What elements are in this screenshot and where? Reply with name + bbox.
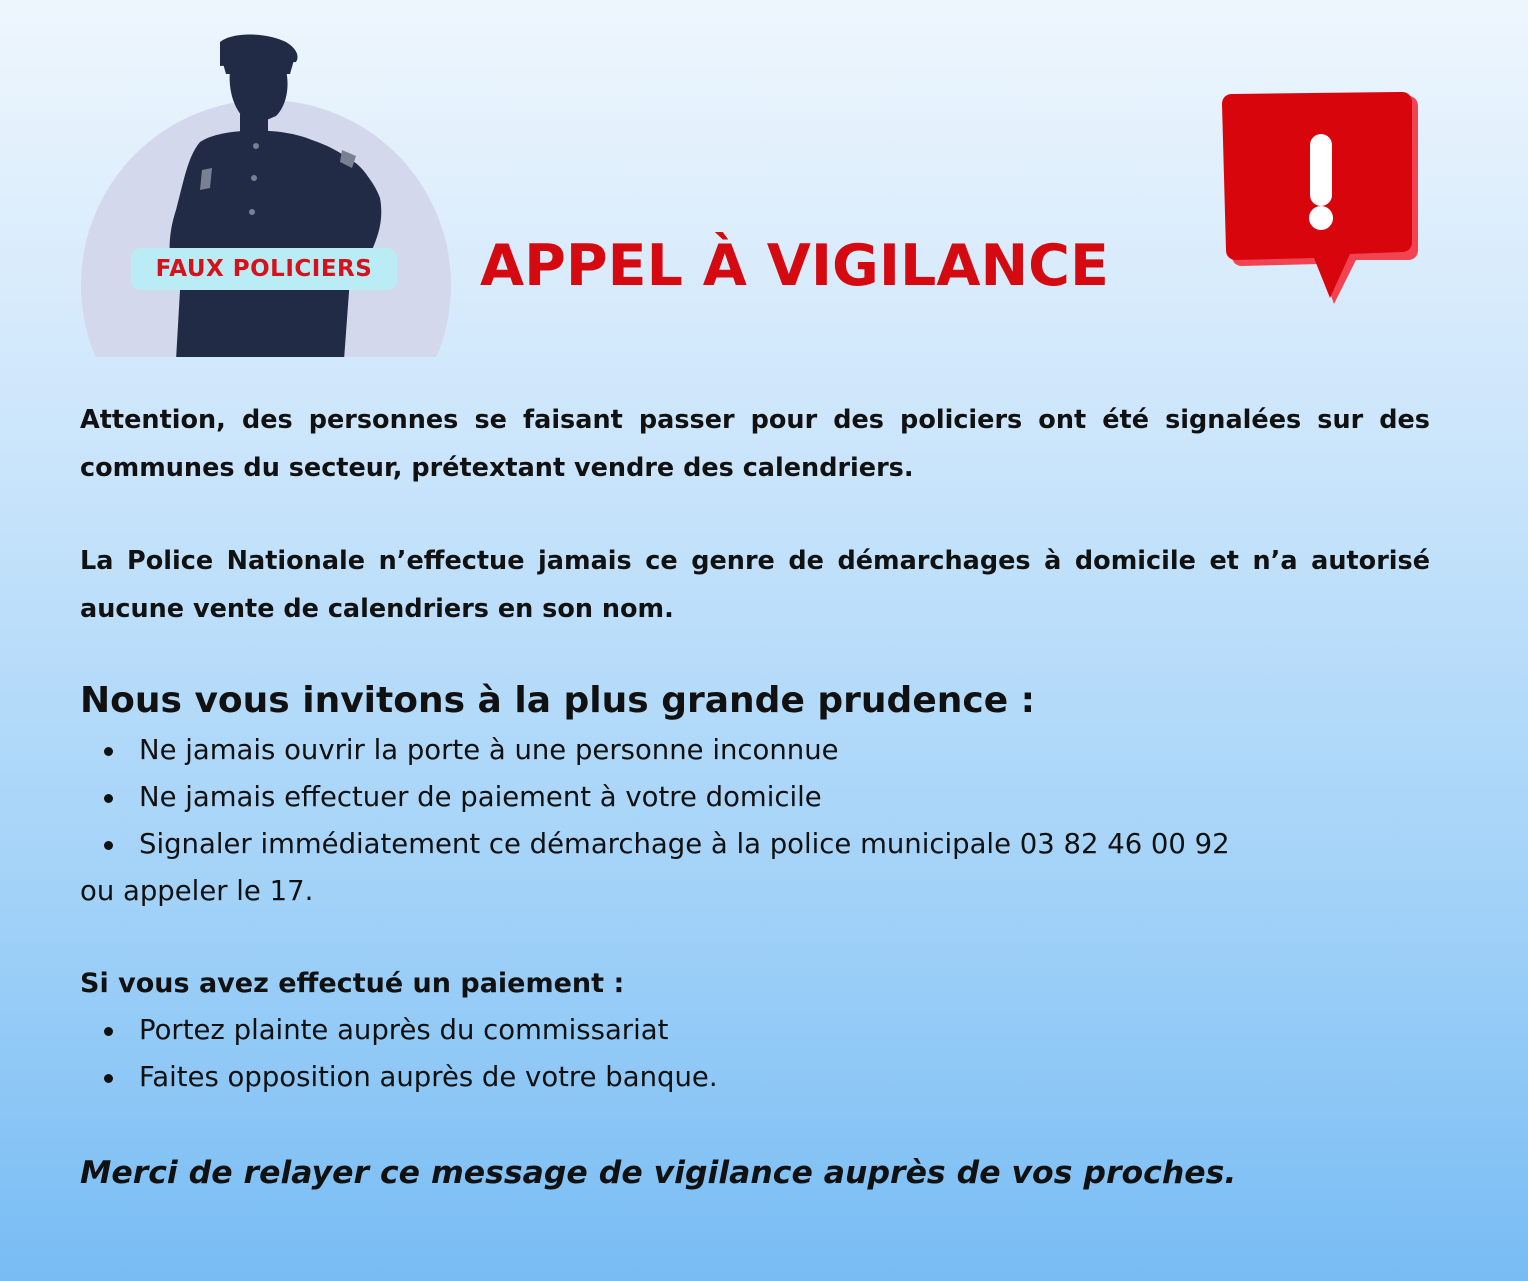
badge-label: FAUX POLICIERS — [155, 256, 373, 282]
prudence-list — [80, 727, 1430, 868]
closing-message: Merci de relayer ce message de vigilance auprès de vos proches. — [80, 1155, 1237, 1191]
list-item: Ne jamais effectuer de paiement à votre domicile — [80, 774, 1430, 821]
exclamation-speech-bubble-icon — [1212, 90, 1424, 310]
prudence-heading: Nous vous invitons à la plus grande prudence : — [80, 680, 1036, 721]
warning-paragraph-2: La Police Nationale n’effectue jamais ce genre de démarchages à domicile et n’a autorisé aucune vente de calendriers en son nom. — [80, 546, 1430, 624]
list-item: Signaler immédiatement ce démarchage à la police municipale 03 82 46 00 92 — [80, 821, 1430, 868]
faux-policiers-badge — [131, 248, 397, 290]
page-title: APPEL À VIGILANCE — [480, 233, 1109, 299]
prudence-continuation: ou appeler le 17. — [80, 875, 314, 907]
main-content — [80, 396, 1430, 1197]
list-item: Portez plainte auprès du commissariat — [80, 1007, 1430, 1054]
police-officer-illustration — [80, 30, 460, 360]
payment-list — [80, 1007, 1430, 1101]
list-item: Ne jamais ouvrir la porte à une personne inconnue — [80, 727, 1430, 774]
payment-heading: Si vous avez effectué un paiement : — [80, 968, 625, 999]
list-item: Faites opposition auprès de votre banque. — [80, 1054, 1430, 1101]
warning-paragraph-1: Attention, des personnes se faisant passer pour des policiers ont été signalées sur des communes du secteur, prétextant vendre des calendriers. — [80, 405, 1430, 483]
